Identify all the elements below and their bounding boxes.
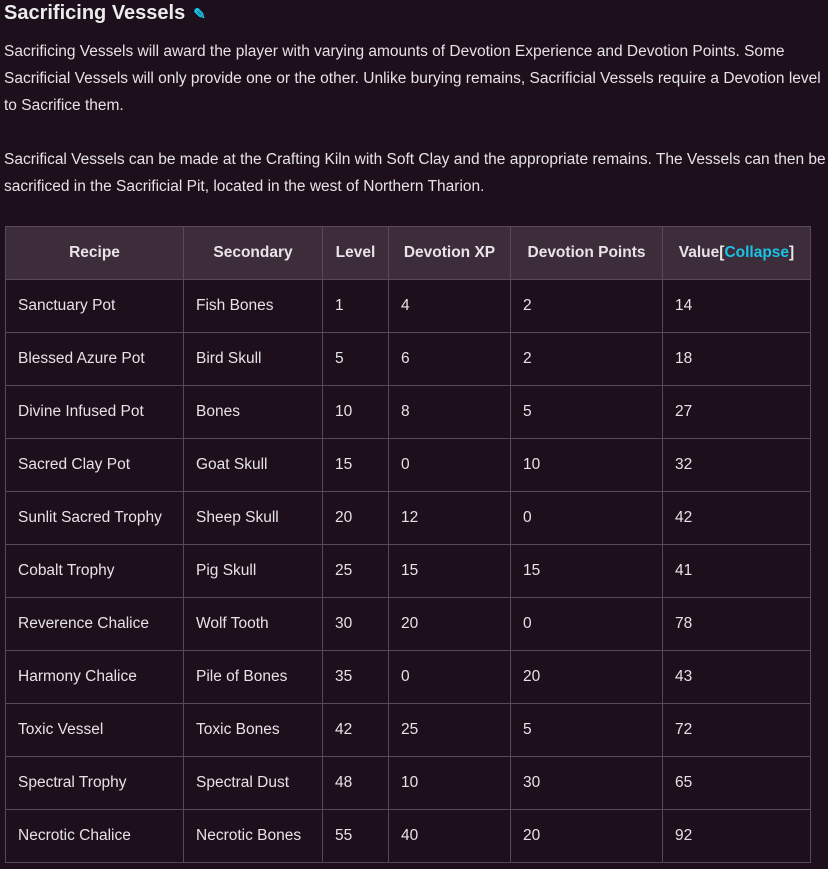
table-cell: 32 xyxy=(663,439,811,492)
column-header xyxy=(389,227,511,280)
table-cell: Pile of Bones xyxy=(184,651,323,704)
table-cell: Necrotic Chalice xyxy=(6,810,184,863)
table-cell: Pig Skull xyxy=(184,545,323,598)
table-cell: 78 xyxy=(663,598,811,651)
table-cell: 5 xyxy=(323,333,389,386)
table-cell: 30 xyxy=(511,757,663,810)
table-cell: Cobalt Trophy xyxy=(6,545,184,598)
table-cell: 48 xyxy=(323,757,389,810)
table-row xyxy=(6,757,811,810)
table-cell: 20 xyxy=(511,810,663,863)
table-cell: Spectral Trophy xyxy=(6,757,184,810)
table-cell: Sanctuary Pot xyxy=(6,280,184,333)
section-title-text: Sacrificing Vessels xyxy=(4,2,186,24)
table-row xyxy=(6,333,811,386)
table-cell: 2 xyxy=(511,280,663,333)
table-cell: 10 xyxy=(389,757,511,810)
table-row xyxy=(6,810,811,863)
crafting-paragraph: Sacrifical Vessels can be made at the Crafting Kiln with Soft Clay and the appropriate remains. The Vessels can then be sacrificed in the Sacrificial Pit, located in the west of Northern Tharion. xyxy=(4,151,826,195)
table-cell: 41 xyxy=(663,545,811,598)
table-cell: Spectral Dust xyxy=(184,757,323,810)
table-cell: Toxic Vessel xyxy=(6,704,184,757)
table-cell: Necrotic Bones xyxy=(184,810,323,863)
table-row xyxy=(6,651,811,704)
column-header-label: Devotion Points xyxy=(527,244,646,261)
table-row xyxy=(6,598,811,651)
table-cell: Blessed Azure Pot xyxy=(6,333,184,386)
table-cell: 15 xyxy=(323,439,389,492)
table-cell: Sheep Skull xyxy=(184,492,323,545)
column-header-label: Recipe xyxy=(69,244,120,261)
table-cell: 8 xyxy=(389,386,511,439)
table-cell: 43 xyxy=(663,651,811,704)
table-cell: 35 xyxy=(323,651,389,704)
table-cell: 27 xyxy=(663,386,811,439)
column-header xyxy=(511,227,663,280)
section-title xyxy=(4,2,206,25)
column-header: Value[Collapse] xyxy=(663,227,811,280)
edit-pencil-icon[interactable]: ✎ xyxy=(193,6,206,23)
table-cell: 72 xyxy=(663,704,811,757)
table-cell: Fish Bones xyxy=(184,280,323,333)
table-row xyxy=(6,492,811,545)
table-cell: 15 xyxy=(389,545,511,598)
table-cell: 25 xyxy=(389,704,511,757)
table-cell: 0 xyxy=(389,651,511,704)
table-cell: 20 xyxy=(511,651,663,704)
table-cell: 0 xyxy=(511,492,663,545)
table-cell: Sunlit Sacred Trophy xyxy=(6,492,184,545)
table-cell: 20 xyxy=(323,492,389,545)
collapse-link[interactable]: Collapse xyxy=(724,244,790,261)
table-cell: 55 xyxy=(323,810,389,863)
column-header-label: Secondary xyxy=(213,244,293,261)
column-header xyxy=(323,227,389,280)
column-header xyxy=(184,227,323,280)
table-cell: Bones xyxy=(184,386,323,439)
column-header-label: Devotion XP xyxy=(403,244,496,261)
table-cell: 0 xyxy=(511,598,663,651)
table-cell: Sacred Clay Pot xyxy=(6,439,184,492)
table-row xyxy=(6,386,811,439)
table-cell: 65 xyxy=(663,757,811,810)
intro-paragraph: Sacrificing Vessels will award the player with varying amounts of Devotion Experience and Devotion Points. Some Sacrificial Vessels will only provide one or the other. Unlike burying remains, Sacrificial Vessels require a Devotion level to Sacrifice them. xyxy=(4,43,821,114)
table-cell: 42 xyxy=(323,704,389,757)
table-cell: 1 xyxy=(323,280,389,333)
table-cell: 25 xyxy=(323,545,389,598)
table-cell: 5 xyxy=(511,704,663,757)
column-header-label: Level xyxy=(335,244,376,261)
table-cell: Bird Skull xyxy=(184,333,323,386)
table-cell: Harmony Chalice xyxy=(6,651,184,704)
table-cell: 6 xyxy=(389,333,511,386)
column-header-label: Value xyxy=(678,244,720,261)
table-row xyxy=(6,280,811,333)
table-cell: 14 xyxy=(663,280,811,333)
table-cell: 10 xyxy=(323,386,389,439)
table-cell: Reverence Chalice xyxy=(6,598,184,651)
vessels-table xyxy=(5,226,811,863)
table-cell: 5 xyxy=(511,386,663,439)
table-row xyxy=(6,704,811,757)
table-cell: Toxic Bones xyxy=(184,704,323,757)
table-cell: 92 xyxy=(663,810,811,863)
table-row xyxy=(6,545,811,598)
table-cell: 18 xyxy=(663,333,811,386)
table-cell: 42 xyxy=(663,492,811,545)
table-cell: Wolf Tooth xyxy=(184,598,323,651)
table-cell: 2 xyxy=(511,333,663,386)
table-cell: 4 xyxy=(389,280,511,333)
table-cell: 40 xyxy=(389,810,511,863)
table-cell: 30 xyxy=(323,598,389,651)
table-cell: 20 xyxy=(389,598,511,651)
table-cell: Divine Infused Pot xyxy=(6,386,184,439)
table-row xyxy=(6,439,811,492)
table-cell: 15 xyxy=(511,545,663,598)
table-cell: Goat Skull xyxy=(184,439,323,492)
table-cell: 0 xyxy=(389,439,511,492)
column-header xyxy=(6,227,184,280)
table-cell: 12 xyxy=(389,492,511,545)
table-cell: 10 xyxy=(511,439,663,492)
